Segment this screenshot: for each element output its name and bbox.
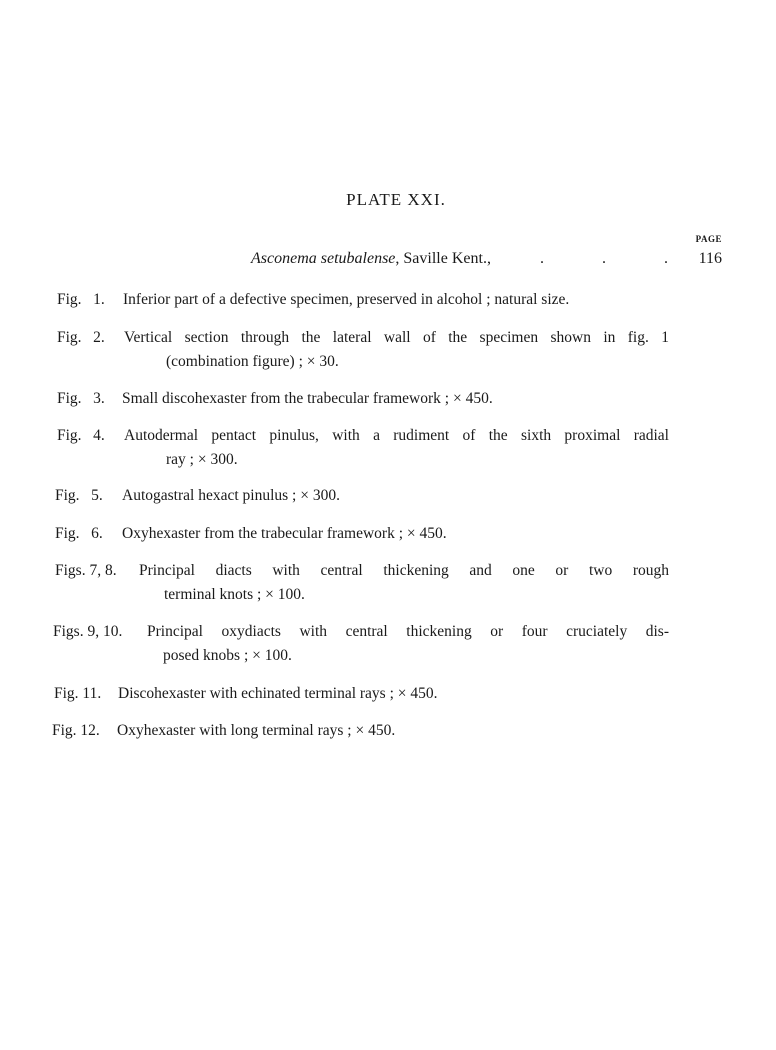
figure-caption — [139, 559, 669, 607]
caption-line-1: Principal oxydiacts with central thickening or four cruciately dis- — [147, 623, 669, 640]
caption-line-1: Autodermal pentact pinulus, with a rudiment of the sixth proximal radial — [124, 427, 669, 444]
caption-line-2: terminal knots ; × 100. — [164, 586, 305, 603]
figure-caption: Discohexaster with echinated terminal rays ; × 450. — [118, 685, 438, 702]
leader-dot: . — [540, 250, 544, 267]
caption-line-1: Principal diacts with central thickening and one or two rough — [139, 562, 669, 579]
plate-title-text: PLATE XXI. — [346, 190, 446, 209]
species-name-line — [251, 250, 491, 268]
figure-label: Fig. 12. — [52, 722, 100, 739]
page-column-header: PAGE — [695, 234, 722, 244]
figure-label: Fig. 1. — [57, 291, 105, 308]
leader-dots — [540, 250, 668, 268]
figure-caption — [147, 620, 669, 668]
plate-title — [0, 190, 776, 210]
figure-label: Fig. 4. — [57, 427, 105, 444]
caption-line-2: ray ; × 300. — [166, 451, 238, 468]
figure-caption: Oxyhexaster with long terminal rays ; × 450. — [117, 722, 396, 739]
species-page-number: 116 — [698, 250, 722, 267]
figure-label: Figs. 7, 8. — [55, 562, 117, 579]
figure-caption: Small discohexaster from the trabecular framework ; × 450. — [122, 390, 493, 407]
figure-caption: Inferior part of a defective specimen, preserved in alcohol ; natural size. — [123, 291, 570, 308]
figure-label: Fig. 5. — [55, 487, 103, 504]
species-author: , Saville Kent., — [395, 250, 491, 267]
caption-line-2: (combination figure) ; × 30. — [166, 353, 339, 370]
figure-caption: Oxyhexaster from the trabecular framework ; × 450. — [122, 525, 447, 542]
figure-caption: Autogastral hexact pinulus ; × 300. — [122, 487, 340, 504]
caption-line-2: posed knobs ; × 100. — [163, 647, 292, 664]
leader-dot: . — [602, 250, 606, 267]
leader-dot: . — [664, 250, 668, 267]
caption-line-1: Vertical section through the lateral wall of the specimen shown in fig. 1 — [124, 329, 669, 346]
figure-label: Figs. 9, 10. — [53, 623, 123, 640]
figure-caption — [124, 326, 669, 374]
species-name: Asconema setubalense — [251, 250, 396, 267]
figure-label: Fig. 2. — [57, 329, 105, 346]
figure-label: Fig. 11. — [54, 685, 102, 702]
figure-caption — [124, 424, 669, 472]
figure-label: Fig. 6. — [55, 525, 103, 542]
figure-label: Fig. 3. — [57, 390, 105, 407]
